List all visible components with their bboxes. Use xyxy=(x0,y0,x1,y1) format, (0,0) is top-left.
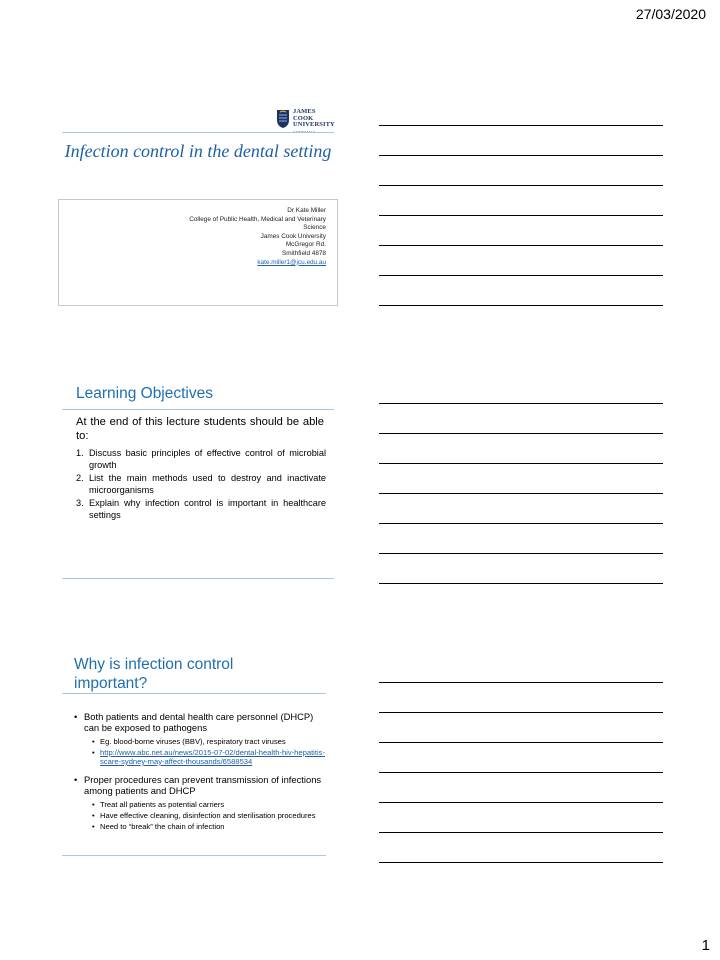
note-line xyxy=(379,742,663,743)
contact-email-link[interactable]: kate.miller1@jcu.edu.au xyxy=(257,258,326,266)
note-line xyxy=(379,583,663,584)
sub-bullet-item: • http://www.abc.net.au/news/2015-07-02/dental-health-hiv-hepatitis-scare-sydney-may-affect-thousands/6588534 xyxy=(92,748,328,766)
slide2-divider xyxy=(62,409,334,410)
list-item: 3. Explain why infection control is important in healthcare settings xyxy=(76,498,326,520)
sub-bullet-item: • Eg. blood-borne viruses (BBV), respiratory tract viruses xyxy=(92,737,286,746)
bullet-item: • Proper procedures can prevent transmission of infections among patients and DHCP xyxy=(74,774,322,796)
contact-suburb: Smithfield 4878 xyxy=(281,249,326,257)
note-line xyxy=(379,305,663,306)
university-logo: JAMES COOK UNIVERSITY xyxy=(276,107,336,131)
note-line xyxy=(379,463,663,464)
contact-university: James Cook University xyxy=(260,232,326,240)
slide2-title: Learning Objectives xyxy=(76,385,213,402)
note-line xyxy=(379,832,663,833)
sub-bullet-item: • Need to “break” the chain of infection xyxy=(92,822,225,831)
objectives-intro: At the end of this lecture students should be able to: xyxy=(76,416,324,442)
note-line xyxy=(379,275,663,276)
note-line xyxy=(379,215,663,216)
page-number: 1 xyxy=(701,937,710,954)
print-date: 27/03/2020 xyxy=(635,6,706,22)
sub-bullet-item: • Have effective cleaning, disinfection and sterilisation procedures xyxy=(92,811,316,820)
contact-street: McGregor Rd. xyxy=(285,241,326,249)
slide3-body xyxy=(74,711,328,833)
note-line xyxy=(379,433,663,434)
note-line xyxy=(379,403,663,404)
contact-college: College of Public Health, Medical and Veterinary xyxy=(189,215,326,223)
note-line xyxy=(379,682,663,683)
list-item: 2. List the main methods used to destroy and inactivate microorganisms xyxy=(76,473,326,495)
news-article-link[interactable]: http://www.abc.net.au/news/2015-07-02/dental-health-hiv-hepatitis-scare-sydney-may-affect-thousands/6588534 xyxy=(100,748,325,766)
note-line xyxy=(379,772,663,773)
objectives-list xyxy=(76,448,326,523)
note-line xyxy=(379,155,663,156)
contact-details xyxy=(166,207,326,267)
sub-bullet-item: • Treat all patients as potential carriers xyxy=(92,800,225,809)
slide1-divider xyxy=(62,132,334,133)
note-line xyxy=(379,185,663,186)
bullet-item: • Both patients and dental health care personnel (DHCP) can be exposed to pathogens xyxy=(74,711,314,733)
slide1-title: Infection control in the dental setting xyxy=(64,141,332,161)
list-item: 1. Discuss basic principles of effective control of microbial growth xyxy=(76,448,326,470)
note-line xyxy=(379,493,663,494)
note-line xyxy=(379,125,663,126)
contact-name: Dr Kate Miller xyxy=(287,207,326,214)
slide3-title: Why is infection control important? xyxy=(74,656,234,692)
note-line xyxy=(379,553,663,554)
slide3-bottom-divider xyxy=(62,855,326,856)
note-line xyxy=(379,523,663,524)
note-line xyxy=(379,802,663,803)
contact-college-cont: Science xyxy=(303,224,326,232)
slide2-bottom-divider xyxy=(62,578,334,579)
note-line xyxy=(379,245,663,246)
slide3-divider xyxy=(62,693,326,694)
note-line xyxy=(379,862,663,863)
note-line xyxy=(379,712,663,713)
